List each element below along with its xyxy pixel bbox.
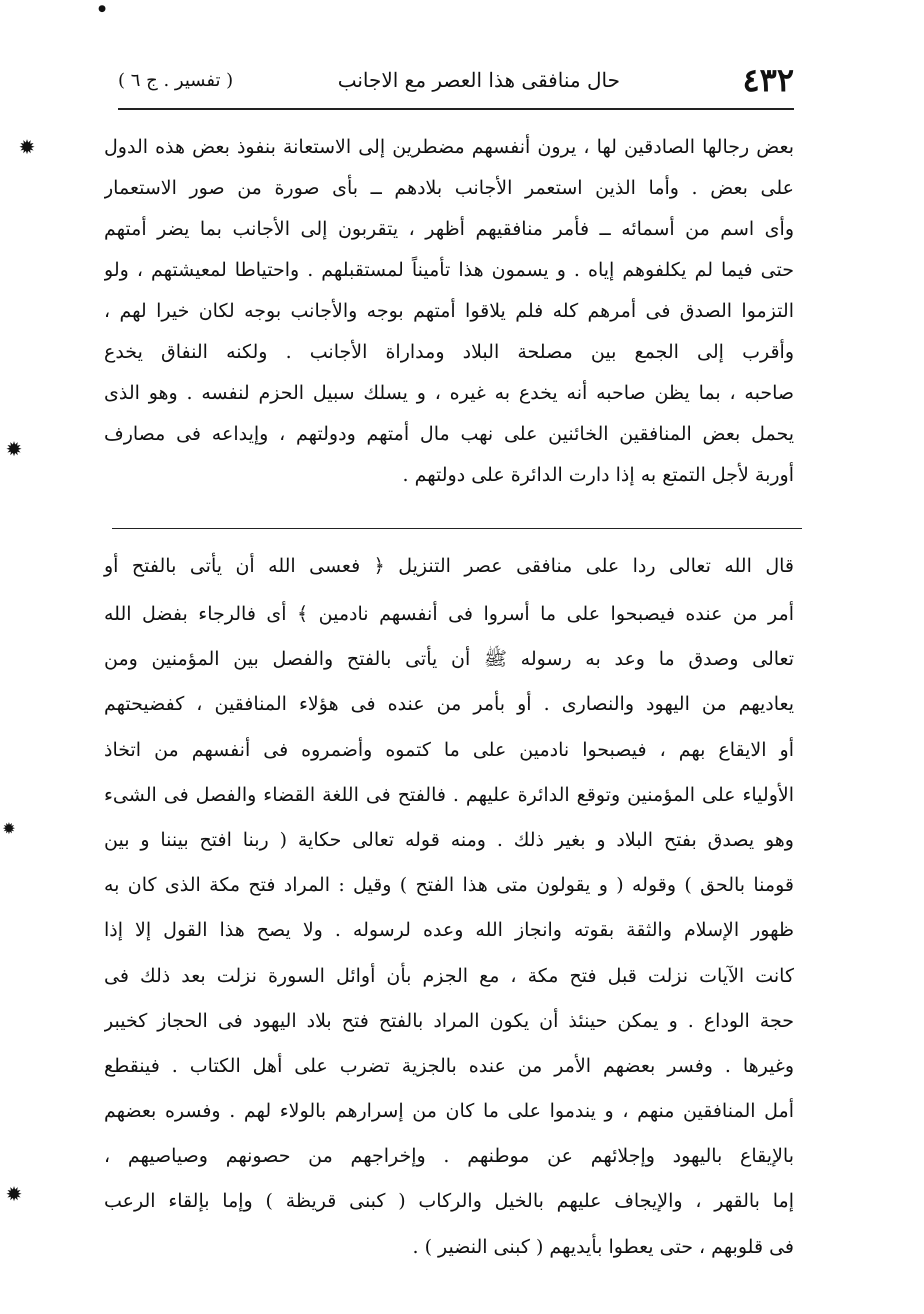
text-line: على بعض . وأما الذين استعمر الأجانب بلادهم ــ بأى صورة من صور الاستعمار [104, 177, 794, 199]
binding-star-mark: ✹ [2, 819, 16, 838]
text-line: أمل المنافقين منهم ، و يندموا على ما كان من إسرارهم بالولاء لهم . وفسره بعضهم [104, 1100, 794, 1123]
text-line: إما بالقهر ، والإيجاف عليهم بالخيل والركاب ( كبنى قريظة ) وإما بإلقاء الرعب [104, 1190, 794, 1213]
text-line: أوربة لأجل التمتع به إذا دارت الدائرة على دولتهم . [402, 464, 794, 486]
text-line: أو الايقاع بهم ، فيصبحوا نادمين على ما كتموه وأضمروه فى أنفسهم من اتخاذ [104, 738, 794, 761]
quoted-verse-line: قال الله تعالى ردا على منافقى عصر التنزيل ﴿ فعسى الله أن يأتى بالفتح أو [104, 555, 794, 577]
paragraph-2 [104, 592, 794, 1270]
text-line: يحمل بعض المنافقين الخائنين على نهب مال أمتهم ودولتهم ، وإيداعه فى مصارف [104, 423, 794, 445]
text-line: حتى فيما لم يكلفوهم إياه . و يسمون هذا تأميناً لمستقبلهم . واحتياطا لمعيشتهم ، ولو [104, 259, 794, 281]
binding-star-mark: ✹ [5, 437, 23, 461]
text-line: الأولياء على المؤمنين وتوقع الدائرة عليهم . فالفتح فى اللغة القضاء والفصل فى الشىء [104, 783, 794, 806]
running-title: حال منافقى هذا العصر مع الاجانب [337, 68, 620, 92]
text-line: أمر من عنده فيصبحوا على ما أسروا فى أنفسهم نادمين ﴾ أى فالرجاء بفضل الله [104, 603, 794, 625]
text-line: تعالى وصدق ما وعد به رسوله ﷺ أن يأتى بالفتح والفصل بين المؤمنين ومن [104, 648, 794, 671]
page-header [118, 60, 794, 100]
text-line: وهو يصدق بفتح البلاد و بغير ذلك . ومنه قوله تعالى حكاية ( ربنا افتح بيننا و بين [104, 828, 794, 851]
text-line: ظهور الإسلام والثقة بقوته وانجاز الله وعده لرسوله . ولا يصح هذا القول إلا إذا [104, 919, 794, 942]
page-number: ٤٣٢ [742, 61, 794, 99]
text-line: كانت الآيات نزلت قبل فتح مكة ، مع الجزم بأن أوائل السورة نزلت بعد ذلك فى [104, 964, 794, 987]
text-line: فى قلوبهم ، حتى يعطوا بأيديهم ( كبنى النضير ) . [412, 1235, 794, 1258]
text-line: بالإيقاع باليهود وإجلائهم عن موطنهم . وإخراجهم من حصونهم وصياصيهم ، [104, 1145, 794, 1168]
text-line: بعض رجالها الصادقين لها ، يرون أنفسهم مضطرين إلى الاستعانة بنفوذ بعض هذه الدول [104, 136, 794, 158]
paragraph-1 [104, 127, 794, 496]
binding-star-mark: ✹ [18, 135, 36, 159]
text-line: قومنا بالحق ) وقوله ( و يقولون متى هذا الفتح ) وقيل : المراد فتح مكة الذى كان به [104, 874, 794, 897]
header-rule [118, 108, 794, 110]
volume-label: ( تفسير . ج ٦ ) [118, 69, 234, 91]
text-line: صاحبه ، بما يظن صاحبه أنه يخدع به غيره ، و يسلك سبيل الحزم لنفسه . وهو الذى [104, 382, 794, 404]
text-line: وأقرب إلى الجمع بين مصلحة البلاد ومداراة الأجانب . ولكنه النفاق يخدع [104, 341, 794, 363]
binding-star-mark: ✹ [5, 1182, 23, 1206]
text-line: حجة الوداع . و يمكن حينئذ أن يكون المراد بالفتح فتح بلاد اليهود فى الحجاز كخيبر [104, 1009, 794, 1032]
text-line: يعاديهم من اليهود والنصارى . أو بأمر من عنده فى هؤلاء المنافقين ، كفضيحتهم [104, 693, 794, 716]
text-line: وأى اسم من أسمائه ــ فأمر منافقيهم أظهر ، يتقربون إلى الأجانب بما يضر أمتهم [104, 218, 794, 240]
text-line: التزموا الصدق فى أمرهم كله فلم يلاقوا أمتهم بوجه والأجانب بوجه لكان خيرا لهم ، [104, 300, 794, 322]
binding-dot-mark: ● [98, 4, 106, 14]
text-line: وغيرها . وفسر بعضهم الأمر من عنده بالجزية تضرب على أهل الكتاب . فينقطع [104, 1054, 794, 1077]
section-divider [112, 528, 802, 529]
